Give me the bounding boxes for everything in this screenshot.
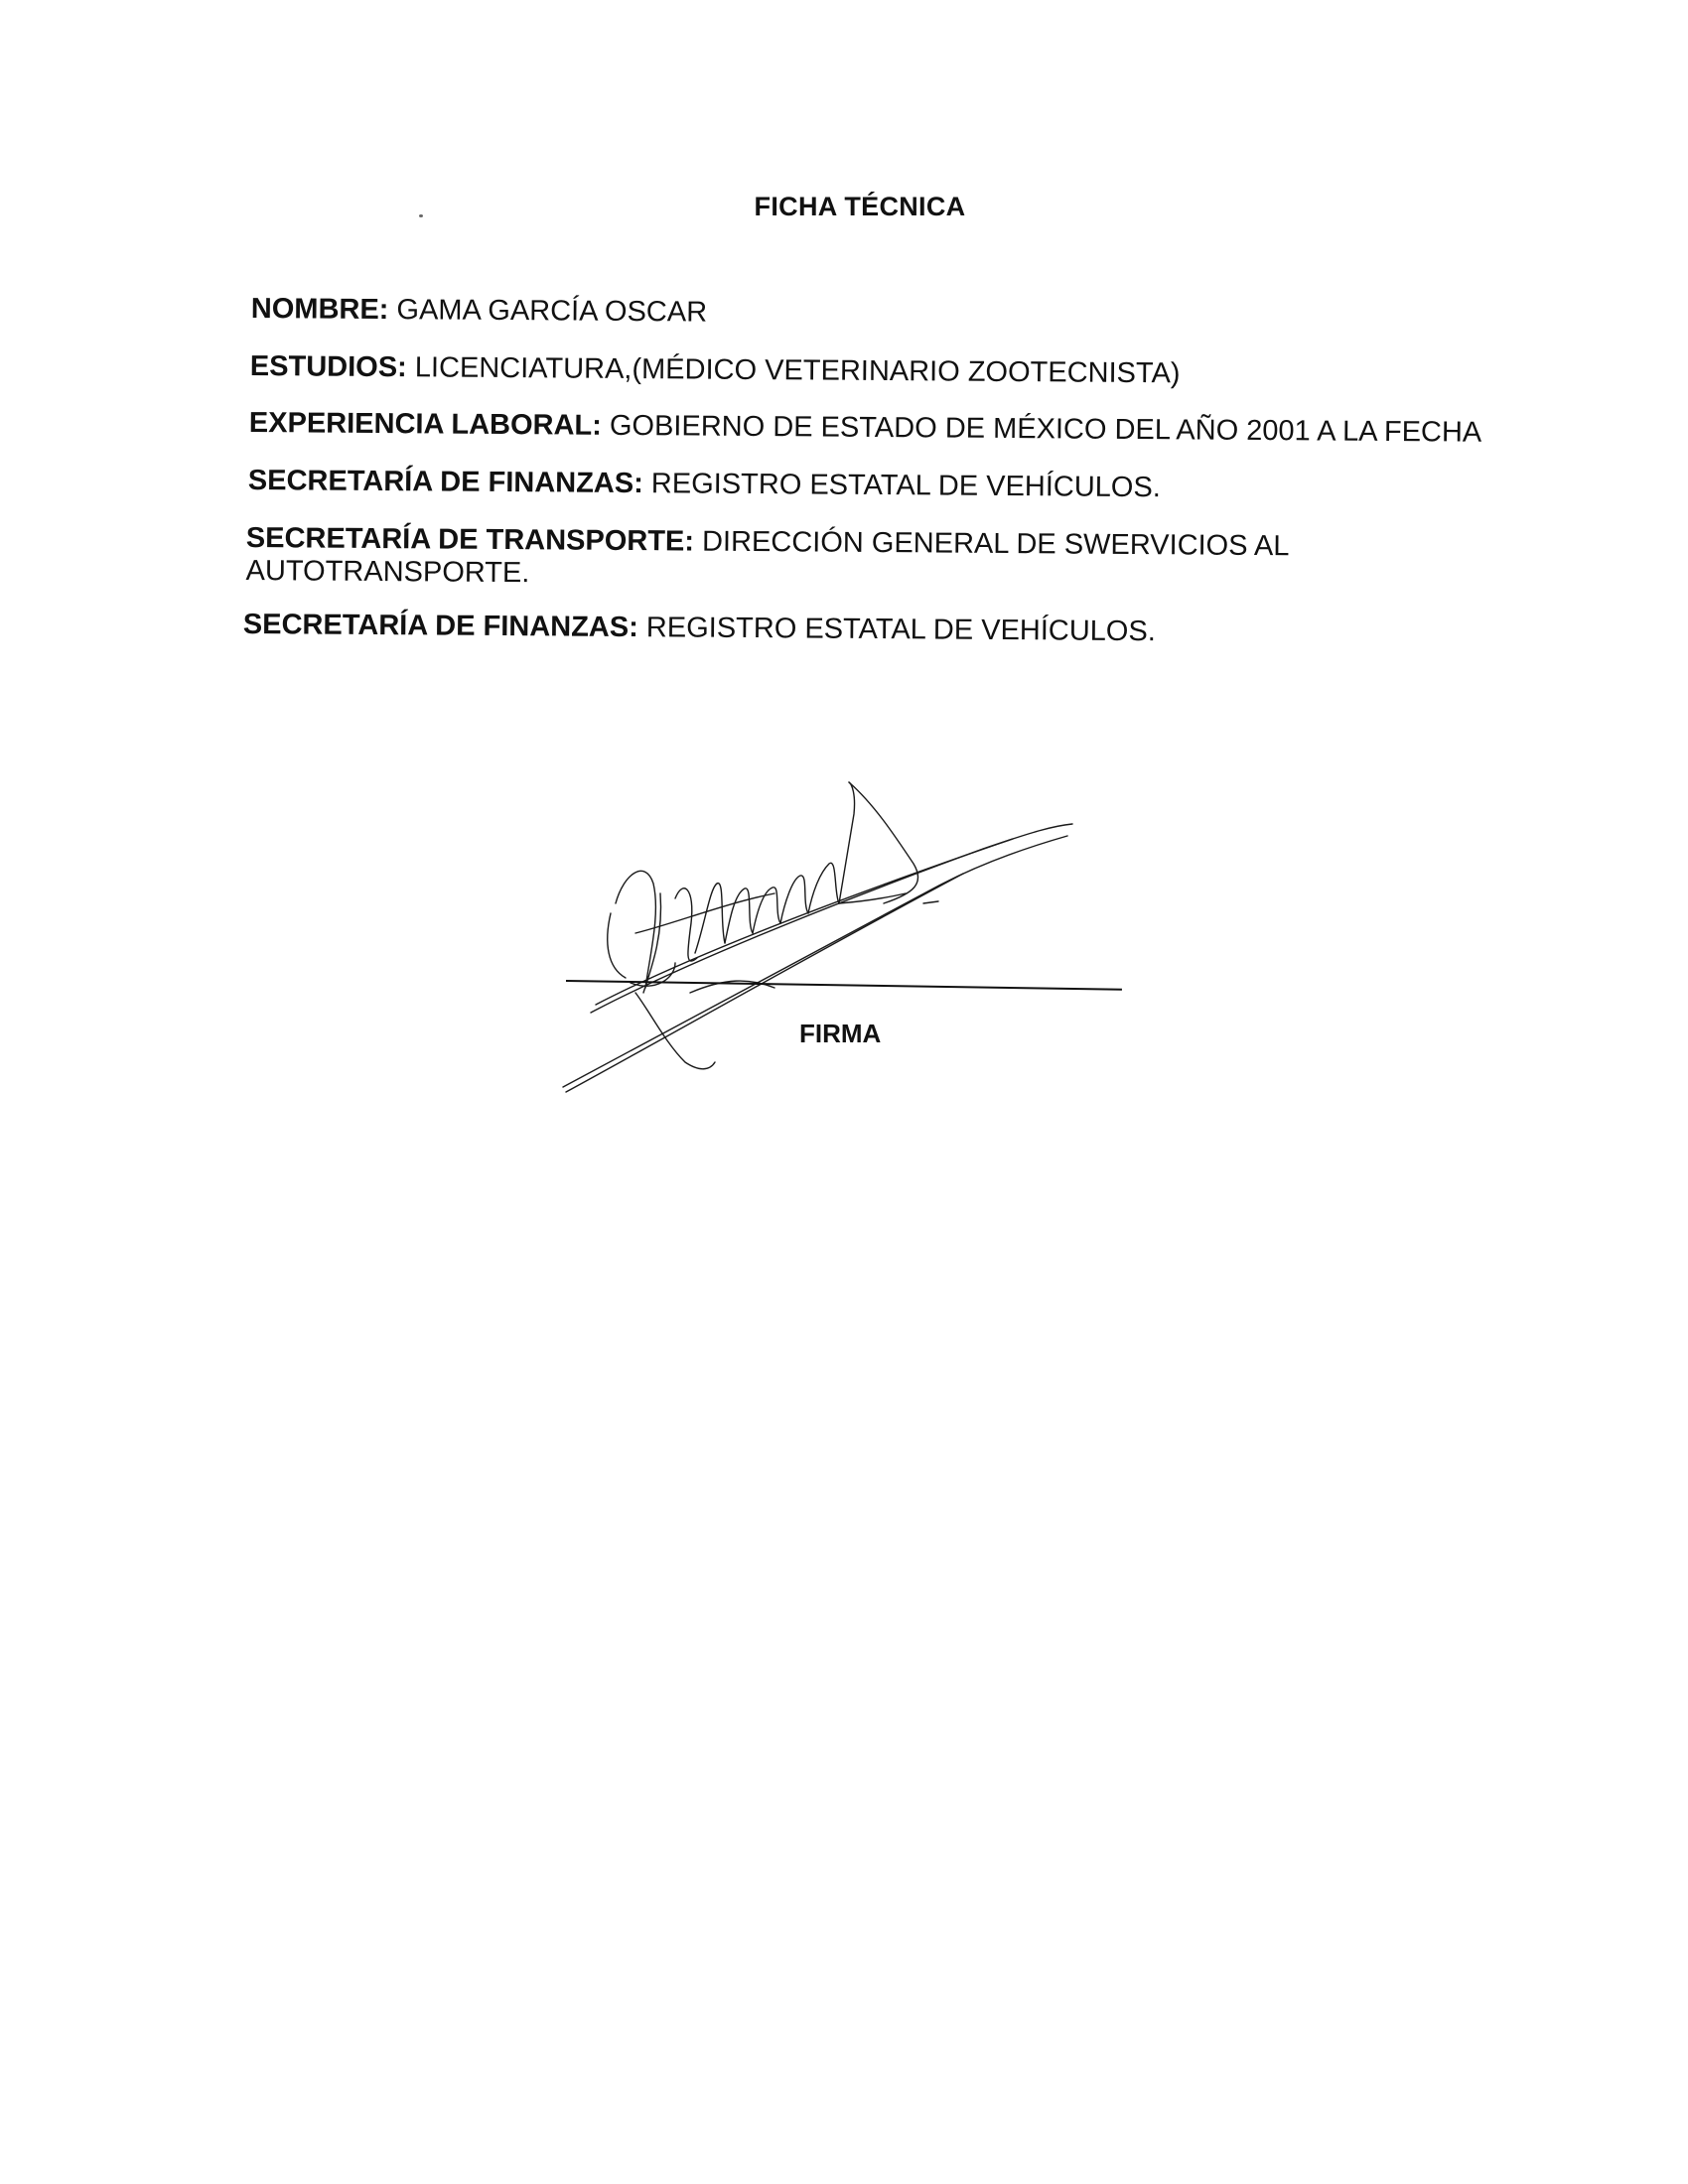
field-value: LICENCIATURA,(MÉDICO VETERINARIO ZOOTECNISTA) [414, 351, 1181, 390]
field-experiencia-laboral [249, 407, 1482, 450]
signature-caption: FIRMA [799, 1019, 882, 1048]
field-value: DIRECCIÓN GENERAL DE SWERVICIOS AL [701, 525, 1290, 563]
field-nombre [251, 293, 707, 330]
field-value-continued: AUTOTRANSPORTE. [245, 554, 530, 590]
field-secretaria-finanzas-2 [243, 609, 1156, 648]
field-secretaria-transporte [245, 522, 1289, 596]
document-title-text: FICHA TÉCNICA [754, 192, 966, 221]
field-value: GAMA GARCÍA OSCAR [396, 294, 708, 329]
field-label: SECRETARÍA DE FINANZAS: [242, 609, 638, 644]
field-label: ESTUDIOS: [249, 350, 407, 384]
document-title [0, 192, 1688, 222]
field-value: REGISTRO ESTATAL DE VEHÍCULOS. [650, 468, 1161, 504]
field-label: SECRETARÍA DE TRANSPORTE: [245, 522, 695, 558]
field-value: REGISTRO ESTATAL DE VEHÍCULOS. [645, 612, 1156, 648]
field-label: SECRETARÍA DE FINANZAS: [247, 465, 643, 500]
field-label: NOMBRE: [250, 293, 389, 327]
field-estudios [250, 350, 1181, 390]
field-secretaria-finanzas [248, 465, 1161, 504]
field-label: EXPERIENCIA LABORAL: [248, 407, 602, 442]
handwritten-signature [536, 754, 1152, 1112]
signature-block [536, 754, 1152, 1112]
field-value: GOBIERNO DE ESTADO DE MÉXICO DEL AÑO 2001 A LA FECHA [609, 409, 1482, 449]
